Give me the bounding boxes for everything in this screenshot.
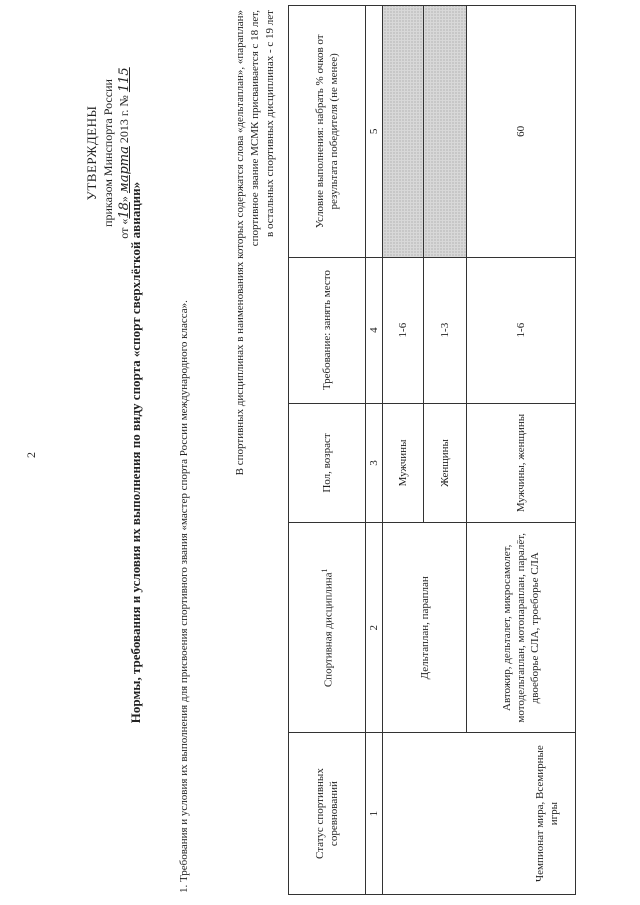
table-number-row: 1 2 3 4 5 (366, 6, 383, 895)
gender-cell: Женщины (424, 403, 467, 523)
paragraph-1: 1. Требования и условия их выполнения для присвоения спортивного звания «мастер спорта России международного класса». (178, 300, 190, 893)
condition-cell: 60 (467, 6, 576, 258)
place-cell: 1-6 (383, 257, 424, 403)
place-cell: 1-3 (424, 257, 467, 403)
table-header-row (289, 6, 366, 895)
norms-table (288, 5, 576, 895)
handwritten-day: 18 (117, 202, 132, 219)
discipline-cell: Автожир, дельталет, микросамолет, мотодельтаплан, мотопараплан, паралёт, двоеборье СЛА, троеборье СЛА (467, 523, 576, 733)
approval-block (84, 3, 133, 303)
gender-cell: Мужчины, женщины (467, 403, 576, 523)
header-condition: Условие выполнения: набрать % очков от результата победителя (не менее) (289, 6, 366, 258)
handwritten-order-number: 115 (117, 67, 132, 93)
document-title: Нормы, требования и условия их выполнения по виду спорта «спорт сверхлёгкой авиации» (128, 181, 143, 724)
page-number: 2 (24, 452, 38, 458)
approval-order-line: приказом Минспорта России (101, 79, 115, 227)
status-cell: Чемпионат мира, Всемирные игры (383, 733, 576, 895)
discipline-cell: Дельтаплан, параплан (383, 523, 467, 733)
handwritten-month: марта (117, 146, 132, 194)
shaded-cell (424, 6, 467, 258)
approval-heading: УТВЕРЖДЕНЫ (84, 105, 99, 201)
place-cell: 1-6 (467, 257, 576, 403)
header-status: Статус спортивных соревнований (289, 733, 366, 895)
shaded-cell (383, 6, 424, 258)
table-row (383, 6, 424, 895)
header-discipline: Спортивная дисциплина$^1$ (289, 523, 366, 733)
header-gender: Пол, возраст (289, 403, 366, 523)
header-place: Требование: занять место (289, 257, 366, 403)
gender-cell: Мужчины (383, 403, 424, 523)
age-note: В спортивных дисциплинах в наименованиях которых содержатся слова «дельтаплан», «параплан» спортивное звание МСМК присваивается с 18 лет, в остальных спортивных дисциплинах - с 19 лет (234, 10, 276, 476)
approval-date-line: от «18» марта 2013 г. № 115 (117, 67, 132, 239)
